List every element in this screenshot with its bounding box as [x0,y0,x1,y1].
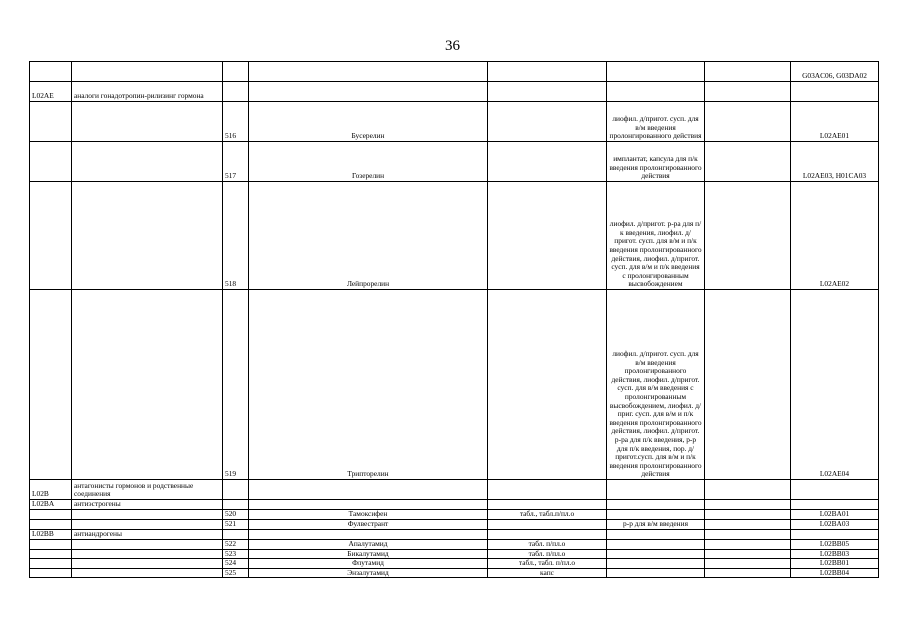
row-number-cell: 522 [223,540,249,550]
drug-name-cell: Тамоксифен [249,510,488,520]
empty-cell [705,559,791,569]
group-name-cell [72,510,223,520]
dosage-form-extra-cell [607,568,705,578]
atc-group-code-cell [30,559,72,569]
dosage-form-cell [488,182,607,290]
row-number-cell [223,480,249,500]
empty-cell [705,102,791,142]
table-row [30,520,879,530]
atc-code-cell [791,480,879,500]
empty-cell [705,480,791,500]
table-row [30,530,879,540]
dosage-form-extra-cell: лиофил. д/пригот. сусп. для в/м введения пролонгированного действия, лиофил. д/пригот. сусп. для в/м введения с пролонгированным высвобождением, лиофил. д/приг. сусп. для в/м и п/к введения пролонгированного действия, лиофил. д/пригот. р-ра для п/к введения, р-р для п/к введения, пор. д/пригот.сусп. для в/м и п/к введения пролонгированного действия [607,290,705,480]
drug-name-cell: Флутамид [249,559,488,569]
dosage-form-cell [488,500,607,510]
atc-code-cell: G03AC06, G03DA02 [791,62,879,82]
table-row [30,500,879,510]
drug-name-cell [249,530,488,540]
empty-cell [705,500,791,510]
group-name-cell [72,182,223,290]
row-number-cell: 523 [223,549,249,559]
group-name-cell [72,102,223,142]
empty-cell [705,82,791,102]
atc-code-cell: L02BB01 [791,559,879,569]
table-row [30,82,879,102]
table-row [30,480,879,500]
group-name-cell [72,568,223,578]
dosage-form-extra-cell: лиофил. д/пригот. р-ра для п/к введения, лиофил. д/пригот. сусп. для в/м и п/к введения пролонгированного действия, лиофил. д/пригот. сусп. для в/м и п/к введения с пролонгированным высвобождением [607,182,705,290]
row-number-cell: 521 [223,520,249,530]
row-number-cell: 519 [223,290,249,480]
dosage-form-cell [488,480,607,500]
group-name-cell: антиандрогены [72,530,223,540]
dosage-form-extra-cell [607,500,705,510]
atc-code-cell: L02BA01 [791,510,879,520]
table-row [30,510,879,520]
atc-code-cell [791,500,879,510]
dosage-form-extra-cell [607,82,705,102]
atc-group-code-cell [30,520,72,530]
dosage-form-cell: табл. п/пл.о [488,540,607,550]
drug-name-cell: Трипторелин [249,290,488,480]
atc-code-cell: L02BB04 [791,568,879,578]
drug-name-cell: Апалутамид [249,540,488,550]
atc-code-cell: L02AE02 [791,182,879,290]
dosage-form-cell: табл., табл.п/пл.о [488,510,607,520]
row-number-cell [223,530,249,540]
dosage-form-cell [488,142,607,182]
page-number: 36 [445,38,460,54]
dosage-form-extra-cell [607,540,705,550]
atc-group-code-cell: L02BA [30,500,72,510]
group-name-cell [72,540,223,550]
atc-code-cell: L02AE04 [791,290,879,480]
group-name-cell [72,559,223,569]
row-number-cell: 525 [223,568,249,578]
atc-group-code-cell [30,62,72,82]
table-row [30,142,879,182]
empty-cell [705,62,791,82]
group-name-cell [72,549,223,559]
dosage-form-extra-cell [607,62,705,82]
dosage-form-extra-cell: имплантат, капсула для п/к введения пролонгированного действия [607,142,705,182]
table-body [30,62,879,578]
drug-name-cell: Гозерелин [249,142,488,182]
group-name-cell: антагонисты гормонов и родственные соединения [72,480,223,500]
dosage-form-cell [488,62,607,82]
atc-code-cell: L02BB03 [791,549,879,559]
atc-group-code-cell [30,540,72,550]
group-name-cell [72,520,223,530]
atc-group-code-cell [30,182,72,290]
drug-name-cell: Бикалутамид [249,549,488,559]
row-number-cell: 518 [223,182,249,290]
atc-group-code-cell: L02B [30,480,72,500]
drug-name-cell: Фулвестрант [249,520,488,530]
table-row [30,62,879,82]
atc-code-cell: L02AE01 [791,102,879,142]
atc-group-code-cell [30,568,72,578]
table-row [30,549,879,559]
atc-code-cell [791,82,879,102]
drug-name-cell [249,500,488,510]
row-number-cell [223,62,249,82]
empty-cell [705,520,791,530]
dosage-form-cell [488,82,607,102]
atc-group-code-cell [30,549,72,559]
drug-name-cell [249,62,488,82]
atc-group-code-cell: L02BB [30,530,72,540]
atc-code-cell: L02AE03, H01CA03 [791,142,879,182]
table-row [30,102,879,142]
atc-group-code-cell [30,510,72,520]
atc-group-code-cell [30,142,72,182]
group-name-cell: аналоги гонадотропин-рилизинг гормона [72,82,223,102]
empty-cell [705,290,791,480]
drug-name-cell: Лейпрорелин [249,182,488,290]
group-name-cell [72,142,223,182]
dosage-form-extra-cell [607,549,705,559]
empty-cell [705,540,791,550]
atc-group-code-cell [30,290,72,480]
dosage-form-extra-cell: лиофил. д/пригот. сусп. для в/м введения пролонгированного действия [607,102,705,142]
group-name-cell: антиэстрогены [72,500,223,510]
dosage-form-extra-cell [607,530,705,540]
atc-code-cell: L02BA03 [791,520,879,530]
row-number-cell: 516 [223,102,249,142]
row-number-cell: 520 [223,510,249,520]
table-row [30,290,879,480]
table-row [30,540,879,550]
empty-cell [705,142,791,182]
row-number-cell: 524 [223,559,249,569]
atc-group-code-cell [30,102,72,142]
empty-cell [705,182,791,290]
row-number-cell [223,82,249,102]
dosage-form-cell: капс [488,568,607,578]
dosage-form-cell [488,290,607,480]
dosage-form-cell [488,530,607,540]
group-name-cell [72,290,223,480]
dosage-form-extra-cell: р-р для в/м введения [607,520,705,530]
drug-table [29,61,879,578]
table-row [30,182,879,290]
atc-code-cell: L02BB05 [791,540,879,550]
table-row [30,568,879,578]
atc-code-cell [791,530,879,540]
dosage-form-extra-cell [607,480,705,500]
dosage-form-extra-cell [607,559,705,569]
empty-cell [705,549,791,559]
dosage-form-cell: табл., табл. п/пл.о [488,559,607,569]
atc-group-code-cell: L02AE [30,82,72,102]
table-row [30,559,879,569]
drug-name-cell [249,82,488,102]
group-name-cell [72,62,223,82]
drug-name-cell: Энзалутамид [249,568,488,578]
drug-name-cell: Бусерелин [249,102,488,142]
empty-cell [705,568,791,578]
dosage-form-cell: табл. п/пл.о [488,549,607,559]
empty-cell [705,510,791,520]
row-number-cell [223,500,249,510]
empty-cell [705,530,791,540]
drug-name-cell [249,480,488,500]
dosage-form-cell [488,102,607,142]
dosage-form-extra-cell [607,510,705,520]
row-number-cell: 517 [223,142,249,182]
dosage-form-cell [488,520,607,530]
